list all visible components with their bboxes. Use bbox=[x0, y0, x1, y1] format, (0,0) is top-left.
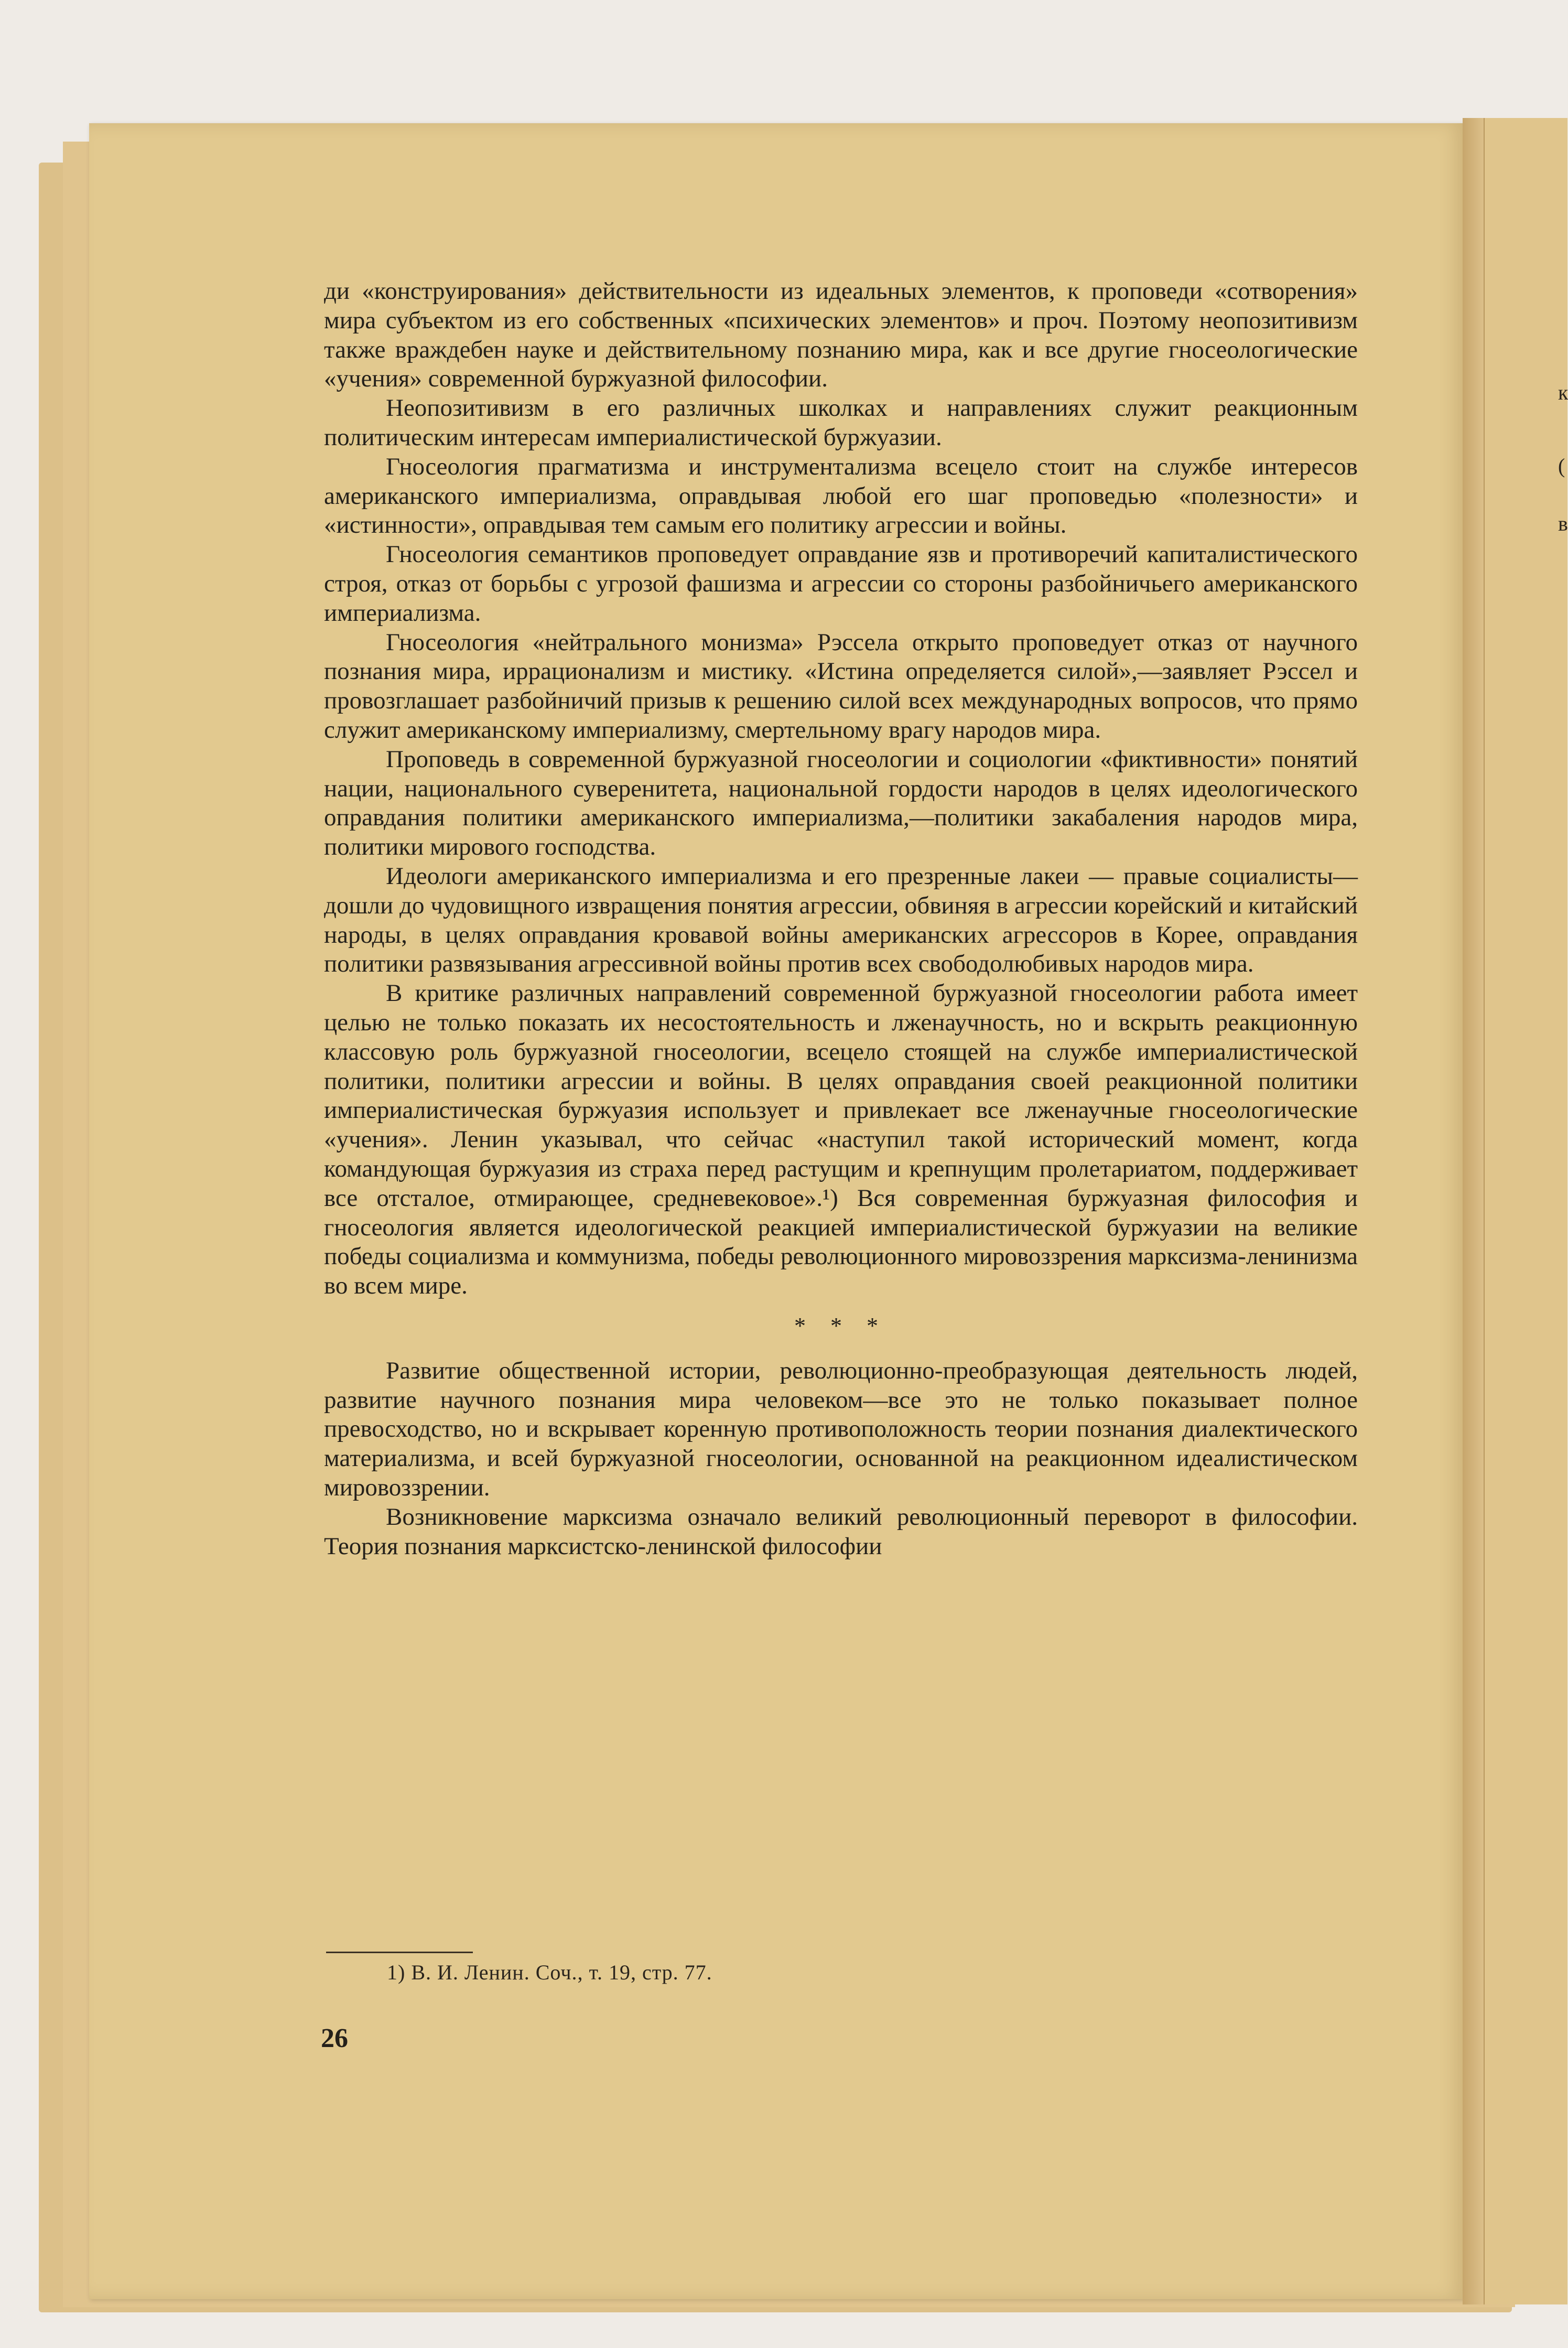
paragraph: Неопозитивизм в его различных школках и направлениях служит реакционным политическим интересам империалистической буржуазии. bbox=[324, 394, 1358, 451]
facing-page-fragment: к bbox=[1558, 381, 1568, 404]
paragraph: Гносеология семантиков проповедует оправдание язв и противоречий капиталистического строя, отказ от борьбы с угрозой фашизма и агрессии со стороны разбойничьего американского империализма. bbox=[324, 541, 1358, 627]
page-number: 26 bbox=[321, 2023, 348, 2053]
paragraph: ди «конструирования» действительности из идеальных элементов, к проповеди «сотворения» мира субъектом из его собственных «психических элементов» и проч. Поэтому неопозитивизм также враждебен науке и действительному познанию мира, как и все другие гносеологические «учения» современной буржуазной философии. bbox=[324, 277, 1358, 393]
footnote: 1) В. И. Ленин. Соч., т. 19, стр. 77. bbox=[387, 1961, 712, 1984]
paragraph: Гносеология «нейтрального монизма» Рэссела открыто проповедует отказ от научного познания мира, иррационализм и мистику. «Истина определяется силой»,—заявляет Рэссел и провозглашает разбойничий призыв к решению силой всех международных вопросов, что прямо служит американскому империализму, смертельному врагу народов мира. bbox=[324, 628, 1358, 744]
paragraph: Проповедь в современной буржуазной гносеологии и социологии «фиктивности» понятий нации, национального суверенитета, национальной гордости народов в целях идеологического оправдания политики американского империализма,—политики закабаления народов мира, политики мирового господства. bbox=[324, 745, 1358, 861]
paragraph: Развитие общественной истории, революционно-преобразующая деятельность людей, развитие научного познания мира человеком—все это не только показывает полное превосходство, но и вскрывает коренную противоположность теории познания диалектического материализма, и всей буржуазной гносеологии, основанной на реакционном идеалистическом мировоззрении. bbox=[324, 1356, 1358, 1502]
paragraph: Гносеология прагматизма и инструментализма всецело стоит на службе интересов американского империализма, оправдывая любой его шаг проповедью «полезности» и «истинности», оправдывая тем самым его политику агрессии и войны. bbox=[324, 453, 1358, 539]
paragraph: Идеологи американского империализма и его презренные лакеи — правые социалисты—дошли до чудовищного извращения понятия агрессии, обвиняя в агрессии корейский и китайский народы, в целях оправдания кровавой войны американских агрессоров в Корее, оправдания политики развязывания агрессивной войны против всех свободолюбивых народов мира. bbox=[324, 862, 1358, 978]
facing-page-fragment: в bbox=[1558, 512, 1568, 535]
paragraph: В критике различных направлений современной буржуазной гносеологии работа имеет целью не только показать их несостоятельность и лженаучность, но и вскрыть реакционную классовую роль буржуазной гносеологии, всецело стоящей на службе империалистической политики, политики агрессии и войны. В целях оправдания своей реакционной политики империалистическая буржуазия использует и привлекает все лженаучные гносеологические «учения». Ленин указывал, что сейчас «наступил такой исторический момент, когда командующая буржуазия из страха перед растущим и крепнущим пролетариатом, поддерживает все отсталое, отмирающее, средневековое».¹) Вся современная буржуазная философия и гносеология является идеологической реакцией империалистической буржуазии на великие победы социализма и коммунизма, победы революционного мировоззрения марксизма-ленинизма во всем мире. bbox=[324, 979, 1358, 1300]
page-body-text bbox=[324, 277, 1358, 1561]
footnote-rule bbox=[326, 1952, 473, 1953]
facing-page-edge bbox=[1484, 118, 1567, 2304]
facing-page-fragment: ( bbox=[1558, 454, 1565, 478]
book-gutter bbox=[1463, 118, 1484, 2304]
section-asterism: * * * bbox=[794, 1312, 888, 1339]
paragraph: Возникновение марксизма означало великий революционный переворот в философии. Теория познания марксистско-ленинской философии bbox=[324, 1503, 1358, 1560]
